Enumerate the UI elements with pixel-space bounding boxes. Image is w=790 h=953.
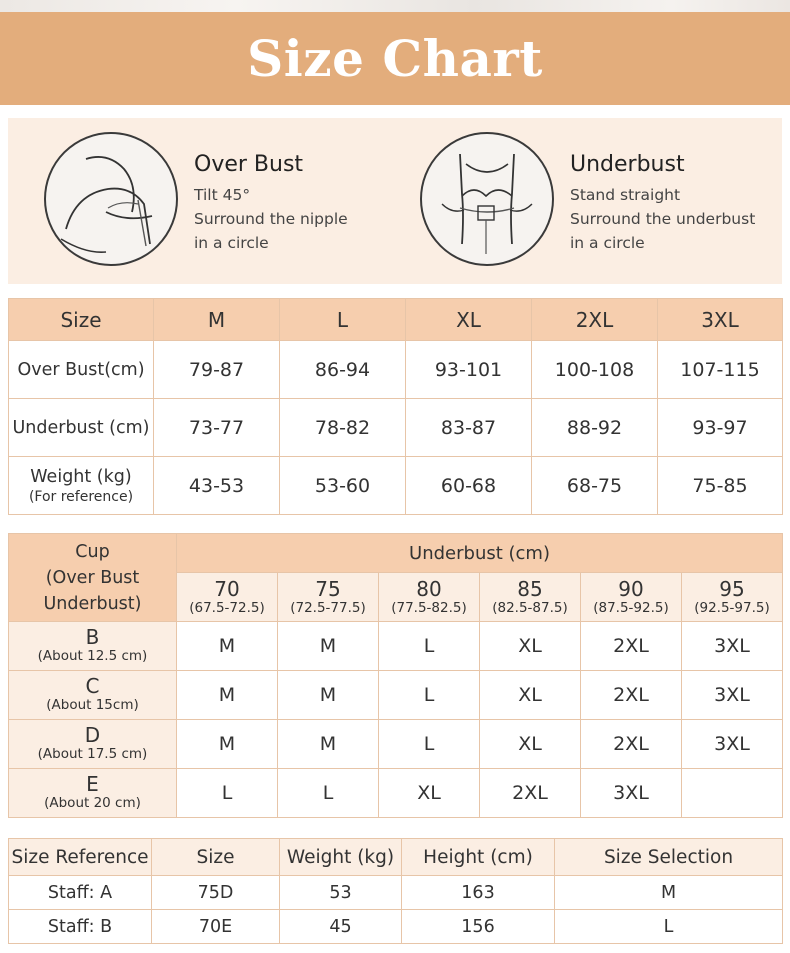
table-cell: L	[278, 769, 379, 818]
underbust-text	[570, 152, 755, 255]
row-label: Underbust (cm)	[9, 399, 154, 457]
table-cell: XL	[379, 769, 480, 818]
table-cell: 86-94	[280, 341, 406, 399]
band-number: 80	[416, 576, 442, 601]
table-cell: 88-92	[532, 399, 658, 457]
underbust-line: Stand straight	[570, 186, 681, 204]
table-cell: 93-101	[406, 341, 532, 399]
top-decor-strip	[0, 0, 790, 12]
table-cell: 83-87	[406, 399, 532, 457]
row-label	[9, 457, 154, 515]
header-cell: Size	[9, 299, 154, 341]
band-range: (77.5-82.5)	[391, 599, 467, 616]
table-cell: 78-82	[280, 399, 406, 457]
table-cell: 3XL	[581, 769, 682, 818]
band-range: (92.5-97.5)	[694, 599, 770, 616]
table-cell: 156	[402, 910, 555, 944]
cup-letter: D	[84, 723, 101, 747]
table-cell: L	[379, 720, 480, 769]
table-cell: M	[177, 622, 278, 671]
table-row	[9, 769, 783, 818]
page-title: Size Chart	[247, 29, 543, 88]
cup-header-line: Underbust)	[43, 593, 142, 614]
band-header-cell	[177, 573, 278, 622]
table-cell: Staff: B	[9, 910, 152, 944]
underbust-illustration-icon	[420, 132, 554, 266]
table-cell: M	[177, 720, 278, 769]
cup-about: (About 17.5 cm)	[37, 746, 148, 762]
band-header-cell	[278, 573, 379, 622]
band-range: (82.5-87.5)	[492, 599, 568, 616]
table-header-row	[9, 299, 783, 341]
cup-cell	[9, 622, 177, 671]
table-row	[9, 876, 783, 910]
band-header-cell	[480, 573, 581, 622]
cup-header-cell	[9, 534, 177, 622]
size-table	[8, 298, 783, 515]
band-header-cell	[581, 573, 682, 622]
over-bust-illustration-icon	[44, 132, 178, 266]
header-cell: XL	[406, 299, 532, 341]
table-cell: 100-108	[532, 341, 658, 399]
over-bust-line: Tilt 45°	[194, 186, 251, 204]
table-cell: 3XL	[682, 671, 783, 720]
table-cell	[682, 769, 783, 818]
header-cell: 3XL	[658, 299, 783, 341]
table-cell: 3XL	[682, 720, 783, 769]
table-cell: 45	[280, 910, 402, 944]
band-number: 70	[214, 576, 240, 601]
table-cell: 75D	[152, 876, 280, 910]
header-cell: L	[280, 299, 406, 341]
table-cell: L	[177, 769, 278, 818]
table-cell: XL	[480, 622, 581, 671]
underbust-line: in a circle	[570, 234, 645, 252]
table-cell: L	[379, 622, 480, 671]
table-cell: 2XL	[581, 671, 682, 720]
over-bust-line: in a circle	[194, 234, 269, 252]
table-row	[9, 399, 783, 457]
cup-header-line: (Over Bust	[45, 567, 140, 588]
table-cell: L	[379, 671, 480, 720]
table-cell: 60-68	[406, 457, 532, 515]
table-cell: 75-85	[658, 457, 783, 515]
table-cell: 70E	[152, 910, 280, 944]
table-cell: 2XL	[480, 769, 581, 818]
table-row	[9, 671, 783, 720]
header-cell: Size	[152, 839, 280, 876]
table-cell: 107-115	[658, 341, 783, 399]
table-cell: 53-60	[280, 457, 406, 515]
table-cell: M	[278, 671, 379, 720]
table-row	[9, 457, 783, 515]
table-cell: M	[555, 876, 783, 910]
table-cell: L	[555, 910, 783, 944]
row-label-main: Weight (kg)	[30, 466, 132, 487]
cup-about: (About 20 cm)	[44, 795, 141, 811]
table-row	[9, 341, 783, 399]
over-bust-line: Surround the nipple	[194, 210, 348, 228]
cup-cell	[9, 720, 177, 769]
table-cell: 79-87	[154, 341, 280, 399]
header-cell: Size Selection	[555, 839, 783, 876]
table-cell: 68-75	[532, 457, 658, 515]
header-cell: 2XL	[532, 299, 658, 341]
header-cell: Height (cm)	[402, 839, 555, 876]
cup-letter: B	[85, 625, 100, 649]
header-cell: M	[154, 299, 280, 341]
band-range: (72.5-77.5)	[290, 599, 366, 616]
cup-about: (About 12.5 cm)	[37, 648, 148, 664]
table-cell: XL	[480, 671, 581, 720]
over-bust-title: Over Bust	[194, 152, 304, 177]
size-reference-table	[8, 838, 783, 944]
table-cell: M	[278, 622, 379, 671]
table-cell: 93-97	[658, 399, 783, 457]
table-cell: XL	[480, 720, 581, 769]
band-number: 75	[315, 576, 341, 601]
underbust-line: Surround the underbust	[570, 210, 756, 228]
cup-letter: C	[85, 674, 100, 698]
cup-cell	[9, 769, 177, 818]
header-cell: Weight (kg)	[280, 839, 402, 876]
band-range: (87.5-92.5)	[593, 599, 669, 616]
underbust-header: Underbust (cm)	[177, 534, 783, 573]
title-banner	[0, 12, 790, 105]
table-cell: 3XL	[682, 622, 783, 671]
table-cell: Staff: A	[9, 876, 152, 910]
table-cell: 2XL	[581, 622, 682, 671]
table-row	[9, 910, 783, 944]
band-number: 90	[618, 576, 644, 601]
table-row	[9, 622, 783, 671]
cup-about: (About 15cm)	[46, 697, 139, 713]
band-header-cell	[379, 573, 480, 622]
table-cell: 43-53	[154, 457, 280, 515]
underbust-title: Underbust	[570, 152, 685, 177]
table-cell: 53	[280, 876, 402, 910]
table-cell: 2XL	[581, 720, 682, 769]
band-range: (67.5-72.5)	[189, 599, 265, 616]
table-row	[9, 720, 783, 769]
table-header-row	[9, 534, 783, 573]
row-sublabel: (For reference)	[28, 488, 134, 505]
cup-header-line: Cup	[75, 541, 110, 562]
cup-letter: E	[86, 772, 99, 796]
measurement-guide	[8, 118, 782, 284]
band-number: 95	[719, 576, 745, 601]
band-header-cell	[682, 573, 783, 622]
table-cell: M	[278, 720, 379, 769]
cup-cell	[9, 671, 177, 720]
row-label: Over Bust(cm)	[9, 341, 154, 399]
table-cell: 163	[402, 876, 555, 910]
band-number: 85	[517, 576, 543, 601]
table-header-row	[9, 839, 783, 876]
table-cell: 73-77	[154, 399, 280, 457]
over-bust-text	[194, 152, 348, 255]
table-cell: M	[177, 671, 278, 720]
cup-size-table	[8, 533, 783, 818]
header-cell: Size Reference	[9, 839, 152, 876]
